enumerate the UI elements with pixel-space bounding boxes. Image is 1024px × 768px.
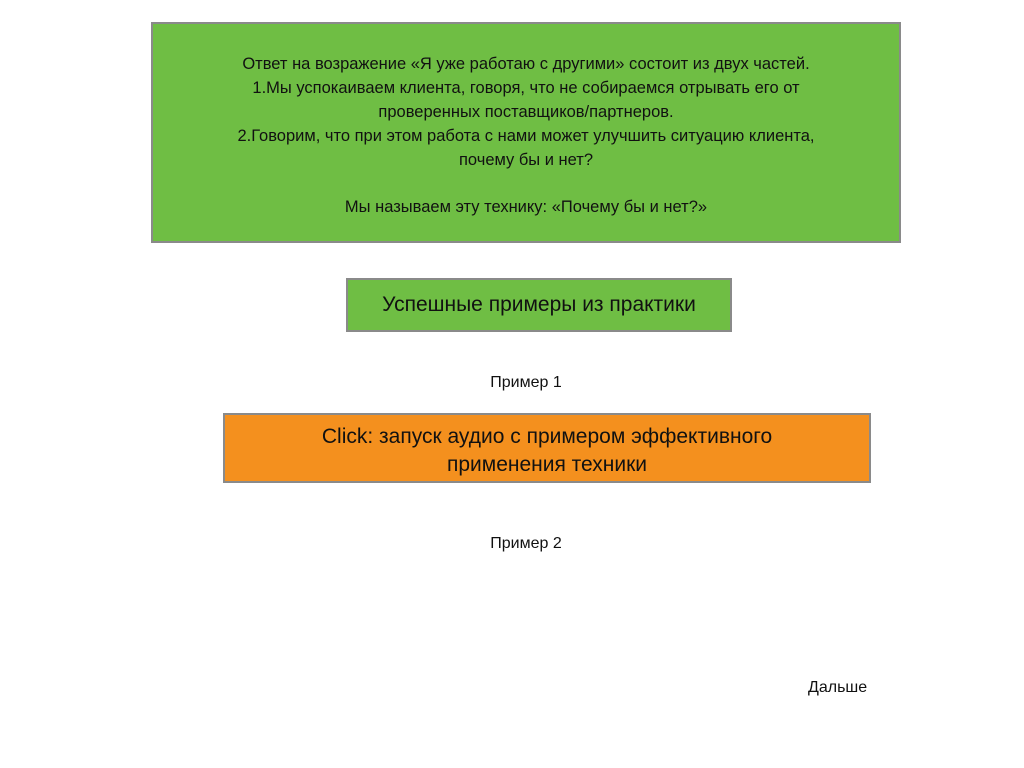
audio-button-label-line: применения техники xyxy=(446,453,648,476)
example-1-label: Пример 1 xyxy=(490,374,562,391)
play-audio-example-button[interactable] xyxy=(223,413,871,483)
info-line: 2.Говорим, что при этом работа с нами может улучшить ситуацию клиента, xyxy=(237,127,815,145)
info-line: почему бы и нет? xyxy=(458,151,594,169)
info-line: 1.Мы успокаиваем клиента, говоря, что не собираемся отрывать его от xyxy=(252,79,800,97)
info-line: проверенных поставщиков/партнеров. xyxy=(378,103,674,121)
technique-name-line: Мы называем эту технику: «Почему бы и нет?» xyxy=(344,198,708,216)
info-line: Ответ на возражение «Я уже работаю с другими» состоит из двух частей. xyxy=(242,55,810,73)
next-button[interactable]: Дальше xyxy=(808,679,868,696)
section-title: Успешные примеры из практики xyxy=(346,278,732,332)
audio-button-label-line: Click: запуск аудио с примером эффективного xyxy=(321,425,773,448)
objection-answer-box xyxy=(151,22,901,243)
spacer xyxy=(153,172,899,195)
example-2-label: Пример 2 xyxy=(490,535,562,552)
